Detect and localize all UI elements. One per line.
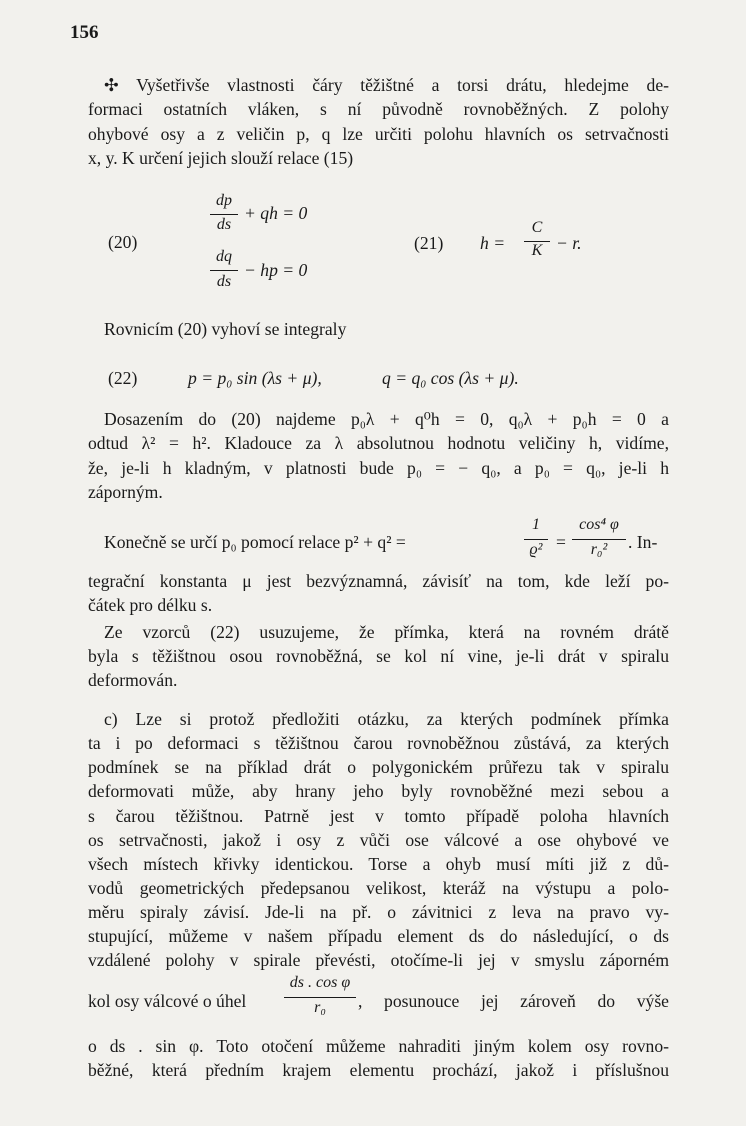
text-line: tegrační konstanta μ jest bezvýznamná, závisíť na tom, kde leží po- xyxy=(88,571,669,591)
eq21-numerator: C xyxy=(531,219,543,236)
para4-frac2-numerator: cos⁴ φ xyxy=(579,516,619,533)
text-line: deformovati může, aby hrany jeho byly rovnoběžné mezi sebou a xyxy=(88,781,669,801)
text-line: deformován. xyxy=(88,670,178,690)
text-line: os setrvačnosti, jakož i osy z vůči ose válcové a ose ohybové ve xyxy=(88,830,669,850)
text-line: o ds . sin φ. Toto otočení můžeme nahraditi jiným kolem osy rovno- xyxy=(88,1036,669,1056)
eq21-denominator: K xyxy=(531,242,543,259)
text-line: formaci ostatních vláken, s ní původně rovnoběžných. Z polohy xyxy=(88,99,669,119)
para4-frac1-denominator: ϱ² xyxy=(529,541,543,558)
eq22-expr2: q = q₀ cos (λs + μ). xyxy=(382,368,519,388)
text-line: běžné, která předním krajem elementu prochází, jakož i příslušnou xyxy=(88,1060,669,1080)
text-line: Rovnicím (20) vyhoví se integraly xyxy=(104,319,347,339)
eq20-top-rest: + qh = 0 xyxy=(244,203,308,223)
text-line: stupující, můžeme v našem případu element ds do následující, o ds xyxy=(88,926,669,946)
para4-prefix: Konečně se určí p₀ pomocí relace p² + q² = xyxy=(104,532,406,552)
eq20-bottom-denominator: ds xyxy=(216,273,232,290)
text-line: Dosazením do (20) najdeme p₀λ + q⁰h = 0, q₀λ + p₀h = 0 a xyxy=(104,409,669,429)
text-line: všech místech křivky identickou. Torse a ohyb musí míti již z dů- xyxy=(88,854,669,874)
para6-frac-denominator: r₀ xyxy=(314,999,326,1016)
para4-frac2-bar xyxy=(572,539,626,540)
text-line: ✣ Vyšetřivše vlastnosti čáry těžištné a torsi drátu, hledejme de- xyxy=(104,75,669,95)
page-number: 156 xyxy=(70,22,99,43)
eq20-top-denominator: ds xyxy=(216,216,232,233)
para6-fraction-bar xyxy=(284,997,356,998)
text-line: c) Lze si protož předložiti otázku, za kterých podmínek přímka xyxy=(104,709,669,729)
text-line: ta i po deformaci s těžištnou čarou rovnoběžnou zůstává, za kterých xyxy=(88,733,669,753)
text-line: x, y. K určení jejich slouží relace (15) xyxy=(88,148,354,168)
eq20-top-fraction-bar xyxy=(210,214,238,215)
eq20-bottom-rest: − hp = 0 xyxy=(244,260,308,280)
text-line: podmínek se na příklad drát o polygonickém průřezu tak v spiralu xyxy=(88,757,669,777)
para6-frac-numerator: ds . cos φ xyxy=(289,974,351,991)
text-line: čátek pro délku s. xyxy=(88,595,213,615)
text-line: vodů geometrických předepsanou velikost, kteráž na výstupu a polo- xyxy=(88,878,669,898)
para6-frac-suffix: , posunouce jej zároveň do výše xyxy=(358,991,669,1011)
eq21-rest: − r. xyxy=(556,233,582,253)
para4-suffix: . In- xyxy=(628,532,658,552)
text-line: s čarou těžištnou. Patrně jest v tomto případě poloha hlavních xyxy=(88,806,669,826)
para6-frac-prefix: kol osy válcové o úhel xyxy=(88,991,247,1011)
para4-frac1-numerator: 1 xyxy=(532,516,540,533)
para4-equals: = xyxy=(556,532,566,552)
eq21-lhs: h = xyxy=(480,233,506,253)
eq20-bottom-fraction-bar xyxy=(210,270,238,271)
eq20-top-numerator: dp xyxy=(216,192,232,209)
equation-label-22: (22) xyxy=(108,368,138,388)
text-line: byla s těžištnou osou rovnoběžná, se kol ní vine, je-li drát v spiralu xyxy=(88,646,669,666)
text-line: ohybové osy a z veličin p, q lze určiti polohu hlavních os setrvačnosti xyxy=(88,124,669,144)
text-line: že, je-li h kladným, v platnosti bude p₀ = − q₀, a p₀ = q₀, je-li h xyxy=(88,458,669,478)
equation-label-21: (21) xyxy=(414,233,444,253)
para4-frac2-denominator: r₀² xyxy=(590,541,608,558)
text-line: vzdálené polohy v spirale převésti, otočíme-li jej v smyslu záporném xyxy=(88,950,669,970)
text-line: záporným. xyxy=(88,482,163,502)
text-line: Ze vzorců (22) usuzujeme, že přímka, která na rovném drátě xyxy=(104,622,669,642)
text-line: odtud λ² = h². Kladouce za λ absolutnou hodnotu veličiny h, vidíme, xyxy=(88,433,669,453)
equation-label-20: (20) xyxy=(108,232,138,252)
eq20-bottom-numerator: dq xyxy=(216,248,232,265)
para4-frac1-bar xyxy=(524,539,548,540)
eq22-expr1: p = p₀ sin (λs + μ), xyxy=(188,368,322,388)
text-line: měru spiraly závisí. Jde-li na př. o závitnici z leva na pravo vy- xyxy=(88,902,669,922)
